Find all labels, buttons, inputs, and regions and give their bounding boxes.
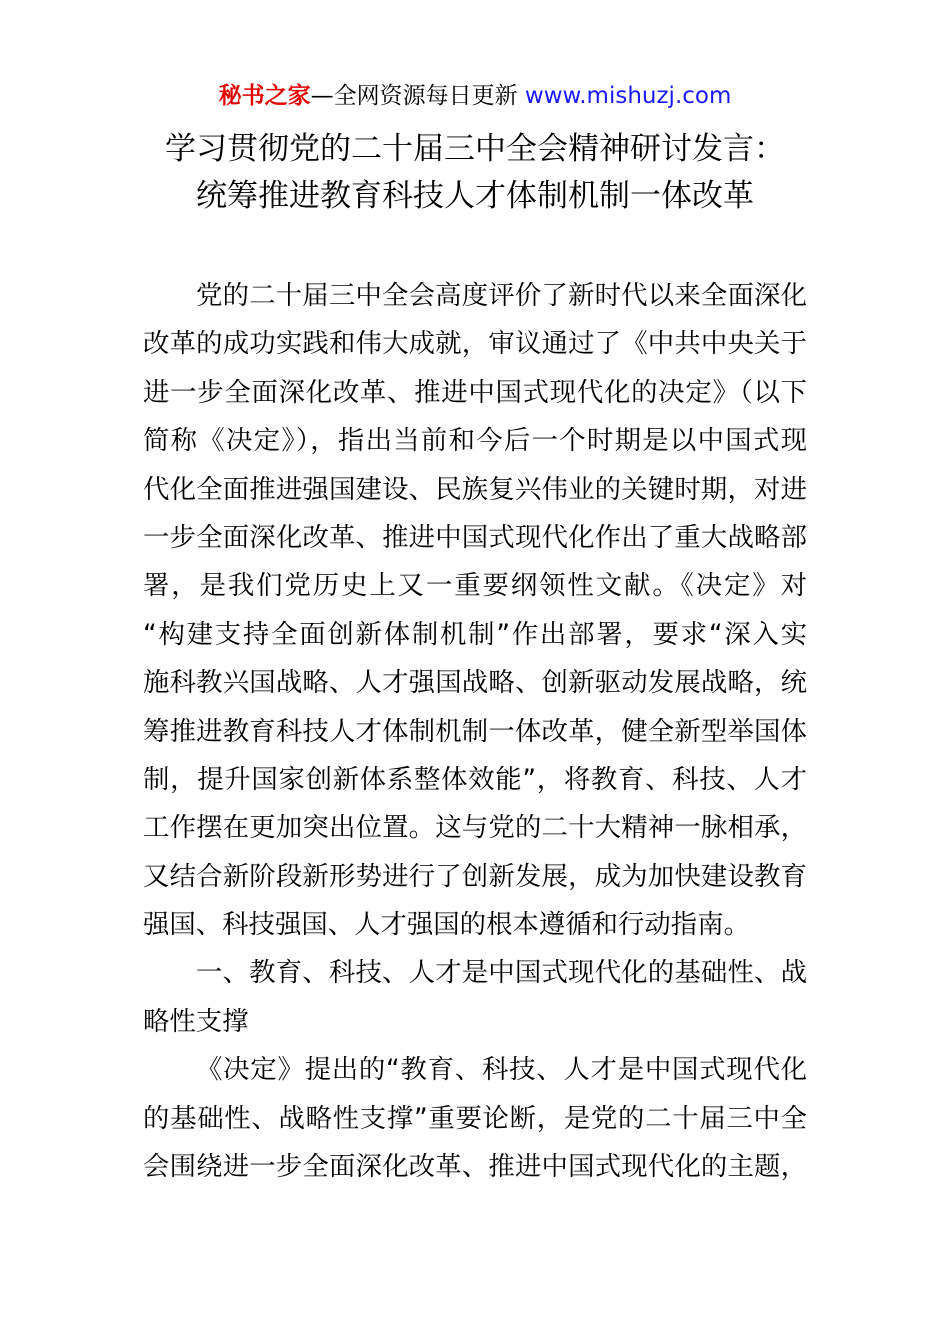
site-header	[0, 78, 950, 114]
site-tagline: —全网资源每日更新	[310, 83, 518, 109]
paragraph-1-line: 筹推进教育科技人才体制机制一体改革，健全新型举国体	[143, 715, 807, 747]
paragraph-1-line: 工作摆在更加突出位置。这与党的二十大精神一脉相承，	[143, 812, 807, 844]
paragraph-1-line: 改革的成功实践和伟大成就，审议通过了《中共中央关于	[143, 328, 807, 360]
paragraph-1-line: 又结合新阶段新形势进行了创新发展，成为加快建设教育	[143, 860, 807, 892]
paragraph-1-line: 强国、科技强国、人才强国的根本遵循和行动指南。	[143, 909, 750, 941]
paragraph-1-line: 简称《决定》），指出当前和今后一个时期是以中国式现	[143, 425, 807, 457]
paragraph-1-line: 进一步全面深化改革、推进中国式现代化的决定》（以下	[143, 376, 807, 408]
document-title-line-1: 学习贯彻党的二十届三中全会精神研讨发言：	[165, 131, 785, 167]
paragraph-1-line: 施科教兴国战略、人才强国战略、创新驱动发展战略，统	[143, 667, 807, 699]
paragraph-1-line: “构建支持全面创新体制机制”作出部署，要求“深入实	[143, 618, 807, 650]
paragraph-2-line: 的基础性、战略性支撑”重要论断，是党的二十届三中全	[143, 1102, 807, 1134]
paragraph-2-line: 会围绕进一步全面深化改革、推进中国式现代化的主题，	[143, 1151, 807, 1183]
site-brand: 秘书之家	[218, 83, 311, 109]
paragraph-2-line: 《决定》提出的“教育、科技、人才是中国式现代化	[196, 1054, 807, 1086]
paragraph-1-line: 制，提升国家创新体系整体效能”，将教育、科技、人才	[143, 763, 807, 795]
document-title-line-2: 统筹推进教育科技人才体制机制一体改革	[196, 178, 754, 214]
site-url[interactable]: www.mishuzj.com	[524, 83, 732, 109]
section-heading-1-line: 一、教育、科技、人才是中国式现代化的基础性、战	[196, 957, 807, 989]
paragraph-1-line: 一步全面深化改革、推进中国式现代化作出了重大战略部	[143, 521, 807, 553]
section-heading-1-line: 略性支撑	[143, 1005, 249, 1037]
paragraph-1-line: 署，是我们党历史上又一重要纲领性文献。《决定》对	[143, 570, 807, 602]
document-body	[143, 276, 807, 1195]
paragraph-1-line: 代化全面推进强国建设、民族复兴伟业的关键时期，对进	[143, 473, 807, 505]
paragraph-1-line: 党的二十届三中全会高度评价了新时代以来全面深化	[196, 280, 807, 311]
